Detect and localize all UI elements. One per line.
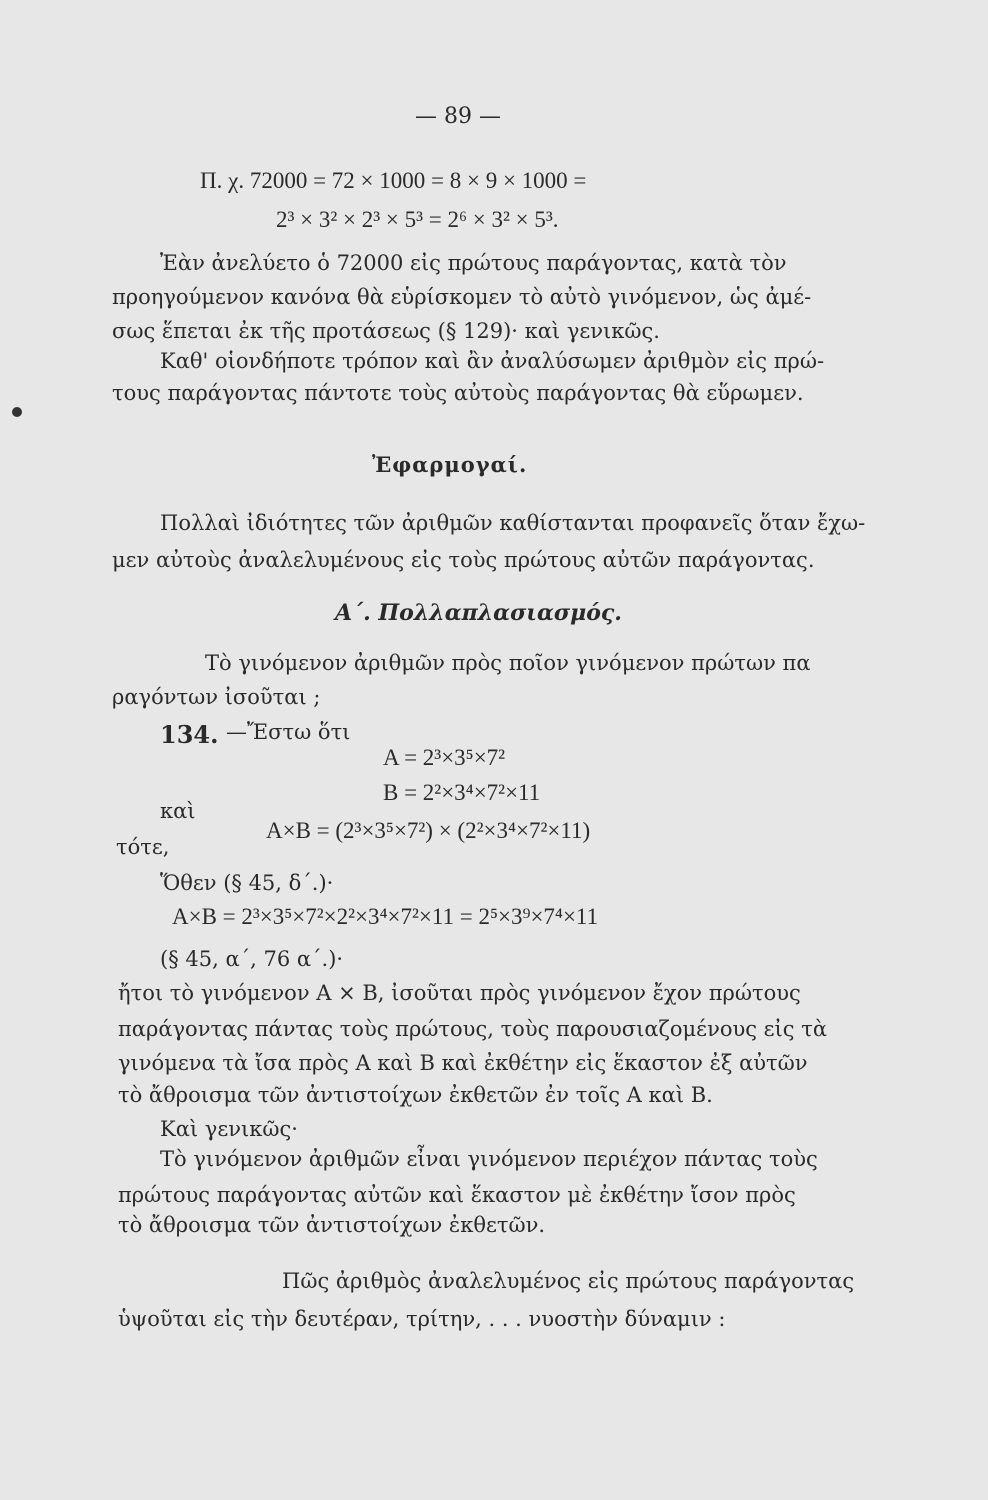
equation-product: A×B = (2³×3⁵×7²) × (2²×3⁴×7²×11)	[266, 818, 591, 843]
paragraph-line: τὸ ἄθροισμα τῶν ἀντιστοίχων ἐκθετῶν ἐν τοῖς A καὶ B.	[118, 1083, 713, 1107]
equation-product-expanded: A×B = 2³×3⁵×7²×2²×3⁴×7²×11 = 2⁵×3⁹×7⁴×11	[172, 904, 599, 929]
subsection-heading: Α΄. Πολλαπλασιασμός.	[335, 600, 622, 626]
reference-line: (§ 45, α΄, 76 α΄.)·	[160, 947, 344, 971]
paragraph-line: ὑψοῦται εἰς τὴν δευτέραν, τρίτην, . . . νυοστὴν δύναμιν :	[118, 1307, 726, 1331]
paragraph-line: πρώτους παράγοντας αὐτῶν καὶ ἕκαστον μὲ ἐκθέτην ἴσον πρὸς	[118, 1183, 796, 1207]
paragraph-line: προηγούμενον κανόνα θὰ εὑρίσκομεν τὸ αὐτὸ γινόμενον, ὡς ἀμέ-	[112, 285, 812, 309]
paragraph-line: παράγοντας πάντας τοὺς πρώτους, τοὺς παρουσιαζομένους εἰς τὰ	[118, 1017, 828, 1041]
section-intro: —Ἔστω ὅτι	[226, 720, 351, 744]
paragraph-line: Πῶς ἀριθμὸς ἀναλελυμένος εἰς πρώτους παράγοντας	[282, 1269, 855, 1293]
paragraph-line: τὸ ἄθροισμα τῶν ἀντιστοίχων ἐκθετῶν.	[118, 1213, 546, 1237]
paragraph-line: Τὸ γινόμενον ἀριθμῶν εἶναι γινόμενον περιέχον πάντας τοὺς	[160, 1147, 818, 1171]
equation-a: A = 2³×3⁵×7²	[383, 745, 506, 770]
example-equation-line-2: 2³ × 3² × 2³ × 5³ = 2⁶ × 3² × 5³.	[276, 207, 559, 232]
conjunction-kai: καὶ	[160, 799, 196, 823]
margin-dot	[12, 407, 22, 417]
section-heading: Ἐφαρμογαί.	[372, 452, 528, 477]
paragraph-line: Ἐὰν ἀνελύετο ὁ 72000 εἰς πρώτους παράγοντας, κατὰ τὸν	[160, 251, 787, 275]
paragraph-line: γινόμενα τὰ ἴσα πρὸς A καὶ B καὶ ἐκθέτην εἰς ἕκαστον ἐξ αὐτῶν	[118, 1051, 808, 1075]
section-number: 134.	[160, 720, 219, 749]
paragraph-line: ραγόντων ἰσοῦται ;	[112, 685, 321, 709]
paragraph-line: Πολλαὶ ἰδιότητες τῶν ἀριθμῶν καθίστανται προφανεῖς ὅταν ἔχω-	[160, 511, 866, 535]
word-tote: τότε,	[116, 835, 170, 859]
paragraph-line: Καθ' οἱονδήποτε τρόπον καὶ ἂν ἀναλύσωμεν ἀριθμὸν εἰς πρώ-	[160, 349, 825, 373]
paragraph-line: τους παράγοντας πάντοτε τοὺς αὐτοὺς παράγοντας θὰ εὕρωμεν.	[112, 381, 804, 405]
paragraph-line: ἤτοι τὸ γινόμενον A × B, ἰσοῦται πρὸς γινόμενον ἔχον πρώτους	[118, 981, 801, 1005]
paragraph-line: Τὸ γινόμενον ἀριθμῶν πρὸς ποῖον γινόμενον πρώτων πα	[205, 651, 811, 675]
paragraph-line: Καὶ γενικῶς·	[160, 1117, 298, 1141]
equation-b: B = 2²×3⁴×7²×11	[383, 780, 541, 805]
paragraph-line: Ὅθεν (§ 45, δ΄.)·	[160, 871, 334, 895]
paragraph-line: μεν αὐτοὺς ἀναλελυμένους εἰς τοὺς πρώτους αὐτῶν παράγοντας.	[112, 548, 815, 572]
example-equation-line-1: Π. χ. 72000 = 72 × 1000 = 8 × 9 × 1000 =	[200, 168, 587, 193]
page-number: — 89 —	[415, 104, 501, 129]
paragraph-line: σως ἕπεται ἐκ τῆς προτάσεως (§ 129)· καὶ γενικῶς.	[112, 319, 660, 343]
